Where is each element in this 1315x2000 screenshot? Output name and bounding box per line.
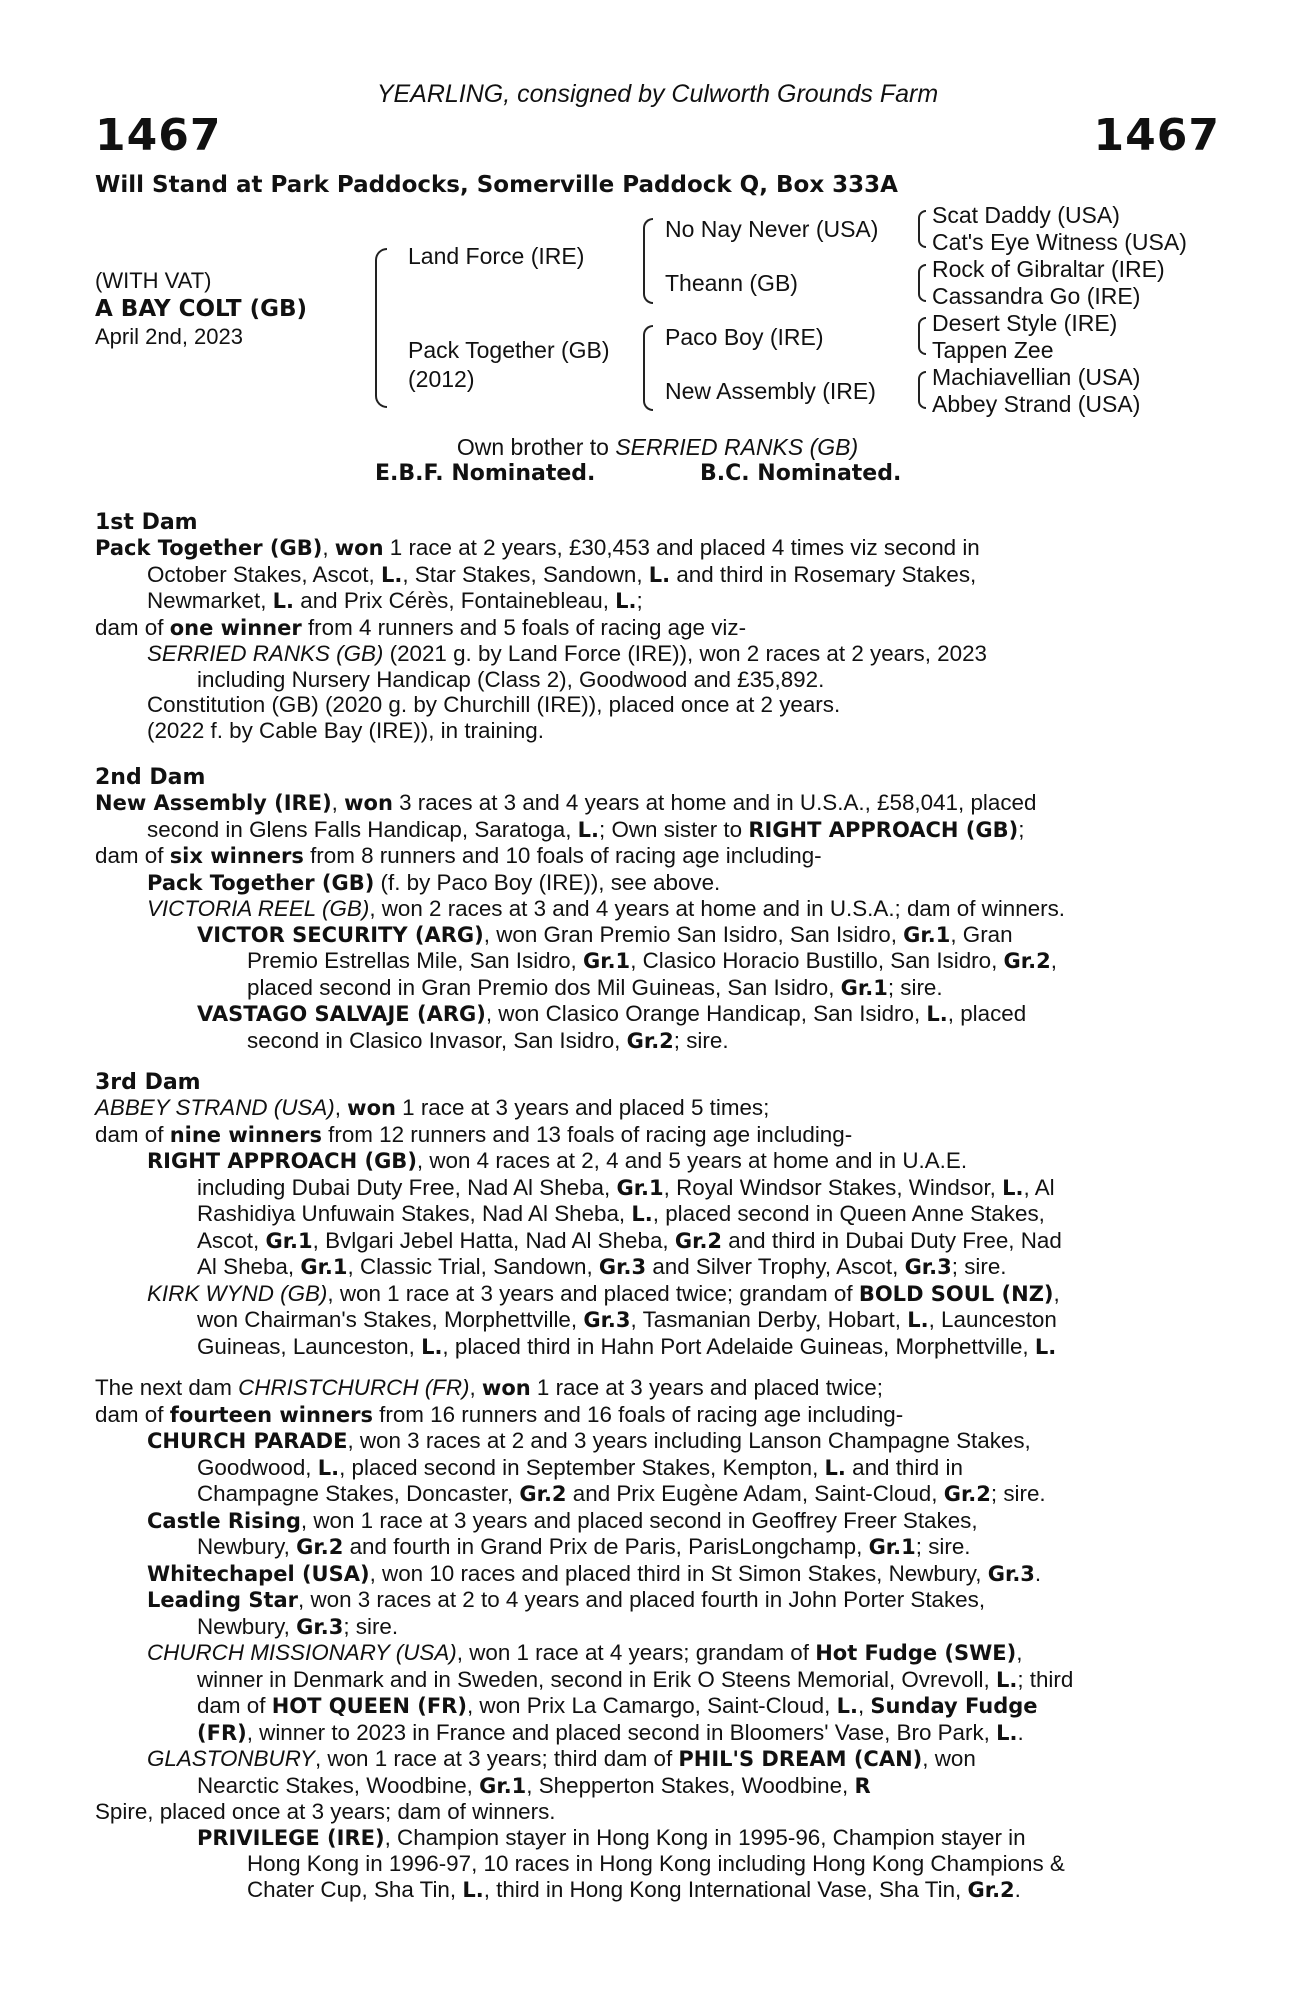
dam-sire-sire: Desert Style (IRE) xyxy=(932,310,1118,336)
sire-sire: No Nay Never (USA) xyxy=(665,216,879,242)
brace-main xyxy=(375,248,387,408)
third-dam-heading: 3rd Dam xyxy=(95,1070,201,1095)
first-dam-heading: 1st Dam xyxy=(95,510,198,535)
sire-sire-sire: Scat Daddy (USA) xyxy=(932,202,1120,228)
lot-number-left: 1467 xyxy=(95,110,222,161)
ebf-nominated: E.B.F. Nominated. xyxy=(375,461,596,486)
own-brother-name: SERRIED RANKS (GB) xyxy=(615,434,859,460)
dam-dam-sire: Machiavellian (USA) xyxy=(932,364,1141,390)
vat-note: (WITH VAT) xyxy=(95,268,212,293)
sire-sire-dam: Cat's Eye Witness (USA) xyxy=(932,229,1187,255)
dam-sire: Paco Boy (IRE) xyxy=(665,324,824,350)
first-dam-text: Pack Together (GB), won 1 race at 2 years, £30,453 and placed 4 times viz second in October Stakes, Ascot, L., Star Stakes, Sandown, L. and third in Rosemary Stakes, Newmarket, L. and Prix Cérès, Fontainebleau, L.; dam of one winner from 4 runners and 5 foals of racing age viz- SERRIED RANKS (GB) (2021 g. by Land Force (IRE)), won 2 races at 2 years, 2023 including Nursery Handicap (Class 2), Goodwood and £35,892. Constitution (GB) (2020 g. by Churchill (IRE)), placed once at 2 years. (2022 f. by Cable Bay (IRE)), in training. xyxy=(95,535,987,743)
third-dam-text: ABBEY STRAND (USA), won 1 race at 3 years and placed 5 times; dam of nine winners from 12 runners and 13 foals of racing age including- RIGHT APPROACH (GB), won 4 races at 2, 4 and 5 years at home and in U.A.E. including Dubai Duty Free, Nad Al Sheba, Gr.1, Royal Windsor Stakes, Windsor, L., Al Rashidiya Unfuwain Stakes, Nad Al Sheba, L., placed second in Queen Anne Stakes, Ascot, Gr.1, Bvlgari Jebel Hatta, Nad Al Sheba, Gr.2 and third in Dubai Duty Free, Nad Al Sheba, Gr.1, Classic Trial, Sandown, Gr.3 and Silver Trophy, Ascot, Gr.3; sire. KIRK WYND (GB), won 1 race at 3 years and placed twice; grandam of BOLD SOUL (NZ), won Chairman's Stakes, Morphettville, Gr.3, Tasmanian Derby, Hobart, L., Launceston Guineas, Launceston, L., placed third in Hahn Port Adelaide Guineas, Morphettville, L. xyxy=(95,1095,1062,1359)
sire-dam: Theann (GB) xyxy=(665,270,798,296)
own-brother-note xyxy=(0,434,1315,461)
dam-dam-dam: Abbey Strand (USA) xyxy=(932,391,1141,417)
second-dam-text: New Assembly (IRE), won 3 races at 3 and 4 years at home and in U.S.A., £58,041, placed second in Glens Falls Handicap, Saratoga, L.; Own sister to RIGHT APPROACH (GB); dam of six winners from 8 runners and 10 foals of racing age including- Pack Together (GB) (f. by Paco Boy (IRE)), see above. VICTORIA REEL (GB), won 2 races at 3 and 4 years at home and in U.S.A.; dam of winners. VICTOR SECURITY (ARG), won Gran Premio San Isidro, San Isidro, Gr.1, Gran Premio Estrellas Mile, San Isidro, Gr.1, Clasico Horacio Bustillo, San Isidro, Gr.2, placed second in Gran Premio dos Mil Guineas, San Isidro, Gr.1; sire. VASTAGO SALVAJE (ARG), won Clasico Orange Handicap, San Isidro, L., placed second in Clasico Invasor, San Isidro, Gr.2; sire. xyxy=(95,790,1066,1053)
brace-sire xyxy=(643,218,653,304)
sire-dam-sire: Rock of Gibraltar (IRE) xyxy=(932,256,1165,282)
sire-name: Land Force (IRE) xyxy=(408,243,585,269)
brace-dam xyxy=(643,325,653,411)
brace-dd xyxy=(918,371,926,409)
second-dam-heading: 2nd Dam xyxy=(95,765,206,790)
dam-dam: New Assembly (IRE) xyxy=(665,378,876,404)
brace-ds xyxy=(918,317,926,355)
stabling-location: Will Stand at Park Paddocks, Somerville Paddock Q, Box 333A xyxy=(95,172,898,198)
sire-dam-dam: Cassandra Go (IRE) xyxy=(932,283,1141,309)
brace-ss xyxy=(918,210,926,248)
dam-year: (2012) xyxy=(408,366,475,392)
dam-sire-dam: Tappen Zee xyxy=(932,337,1054,363)
horse-name: A BAY COLT (GB) xyxy=(95,296,308,322)
brace-sd xyxy=(918,264,926,302)
horse-dob: April 2nd, 2023 xyxy=(95,324,243,349)
sale-subtitle: YEARLING, consigned by Culworth Grounds Farm xyxy=(376,80,939,108)
lot-number-right: 1467 xyxy=(1093,110,1220,161)
dam-name: Pack Together (GB) xyxy=(408,337,610,363)
bc-nominated: B.C. Nominated. xyxy=(700,461,902,486)
own-brother-prefix: Own brother to xyxy=(456,434,616,460)
next-dam-text: The next dam CHRISTCHURCH (FR), won 1 race at 3 years and placed twice; dam of fourteen winners from 16 runners and 16 foals of racing age including- CHURCH PARADE, won 3 races at 2 and 3 years including Lanson Champagne Stakes, Goodwood, L., placed second in September Stakes, Kempton, L. and third in Champagne Stakes, Doncaster, Gr.2 and Prix Eugène Adam, Saint-Cloud, Gr.2; sire. Castle Rising, won 1 race at 3 years and placed second in Geoffrey Freer Stakes, Newbury, Gr.2 and fourth in Grand Prix de Paris, ParisLongchamp, Gr.1; sire. Whitechapel (USA), won 10 races and placed third in St Simon Stakes, Newbury, Gr.3. Leading Star, won 3 races at 2 to 4 years and placed fourth in John Porter Stakes, Newbury, Gr.3; sire. CHURCH MISSIONARY (USA), won 1 race at 4 years; grandam of Hot Fudge (SWE), winner in Denmark and in Sweden, second in Erik O Steens Memorial, Ovrevoll, L.; third dam of HOT QUEEN (FR), won Prix La Camargo, Saint-Cloud, L., Sunday Fudge (FR), winner to 2023 in France and placed second in Bloomers' Vase, Bro Park, L.. GLASTONBURY, won 1 race at 3 years; third dam of PHIL'S DREAM (CAN), won Nearctic Stakes, Woodbine, Gr.1, Shepperton Stakes, Woodbine, R Spire, placed once at 3 years; dam of winners. PRIVILEGE (IRE), Champion stayer in Hong Kong in 1995-96, Champion stayer in Hong Kong in 1996-97, 10 races in Hong Kong including Hong Kong Champions & Chater Cup, Sha Tin, L., third in Hong Kong International Vase, Sha Tin, Gr.2. xyxy=(95,1375,1074,1902)
